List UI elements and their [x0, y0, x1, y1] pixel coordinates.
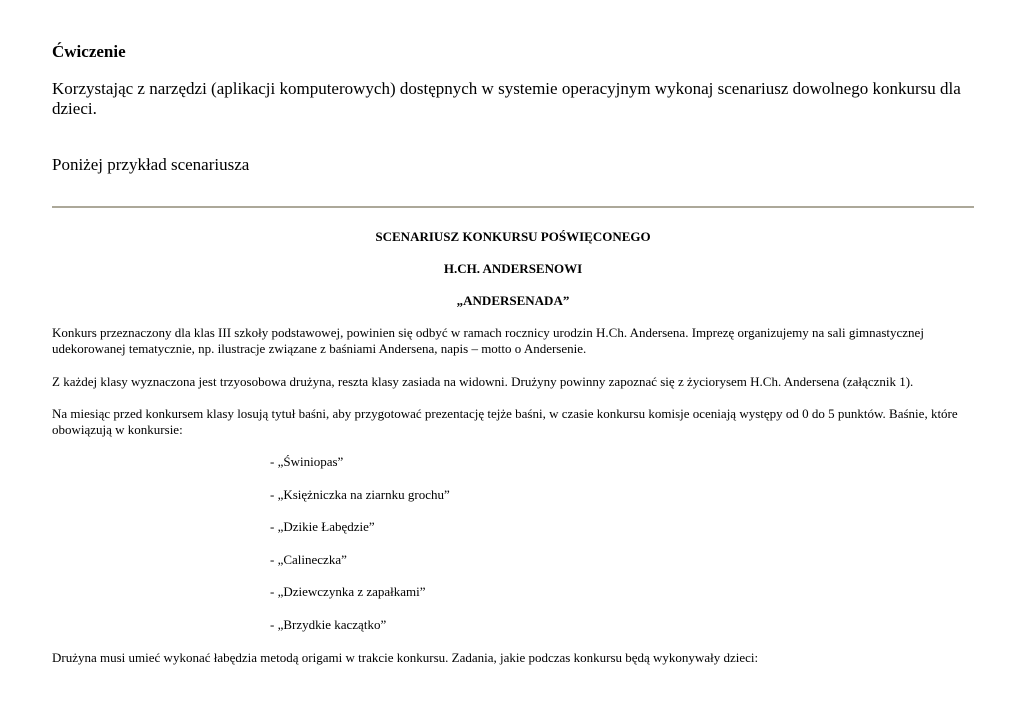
list-item: - „Calineczka”	[270, 551, 347, 567]
example-intro-text: Poniżej przykład scenariusza	[52, 155, 250, 174]
scenario-paragraph-2: Z każdej klasy wyznaczona jest trzyosobowa drużyna, reszta klasy zasiada na widowni. Drużyny powinny zapoznać się z życiorysem H.Ch. Andersena (załącznik 1).	[52, 374, 914, 389]
scenario-title-line-3: „ANDERSENADA”	[456, 293, 570, 308]
list-item: - „Świniopas”	[270, 454, 344, 469]
scenario-paragraph-4: Drużyna musi umieć wykonać łabędzia metodą origami w trakcie konkursu. Zadania, jakie podczas konkursu będą wykonywały dzieci:	[52, 650, 759, 665]
fairy-tale-list	[270, 454, 450, 649]
scenario-paragraph-1: Konkurs przeznaczony dla klas III szkoły podstawowej, powinien się odbyć w ramach rocznicy urodzin H.Ch. Andersena. Imprezę organizujemy na sali gimnastycznej udekorowanej tematycznie, np. ilustracje związane z baśniami Andersena, napis – motto o Andersenie.	[52, 325, 924, 356]
exercise-heading: Ćwiczenie	[52, 42, 126, 61]
scenario-paragraph-3: Na miesiąc przed konkursem klasy losują tytuł baśni, aby przygotować prezentację tejże baśni, w czasie konkursu komisje oceniają występy od 0 do 5 punktów. Baśnie, które obowiązują w konkursie:	[52, 406, 958, 437]
scenario-title-line-1: SCENARIUSZ KONKURSU POŚWIĘCONEGO	[375, 229, 651, 244]
list-item: - „Dzikie Łabędzie”	[270, 519, 375, 534]
horizontal-divider	[52, 206, 974, 208]
exercise-task-text: Korzystając z narzędzi (aplikacji komputerowych) dostępnych w systemie operacyjnym wykonaj scenariusz dowolnego konkursu dla dzieci.	[52, 79, 961, 118]
list-item: - „Brzydkie kaczątko”	[270, 616, 387, 632]
scenario-title-line-2: H.CH. ANDERSENOWI	[443, 261, 583, 276]
list-item: - „Dziewczynka z zapałkami”	[270, 584, 426, 599]
list-item: - „Księżniczka na ziarnku grochu”	[270, 486, 450, 502]
